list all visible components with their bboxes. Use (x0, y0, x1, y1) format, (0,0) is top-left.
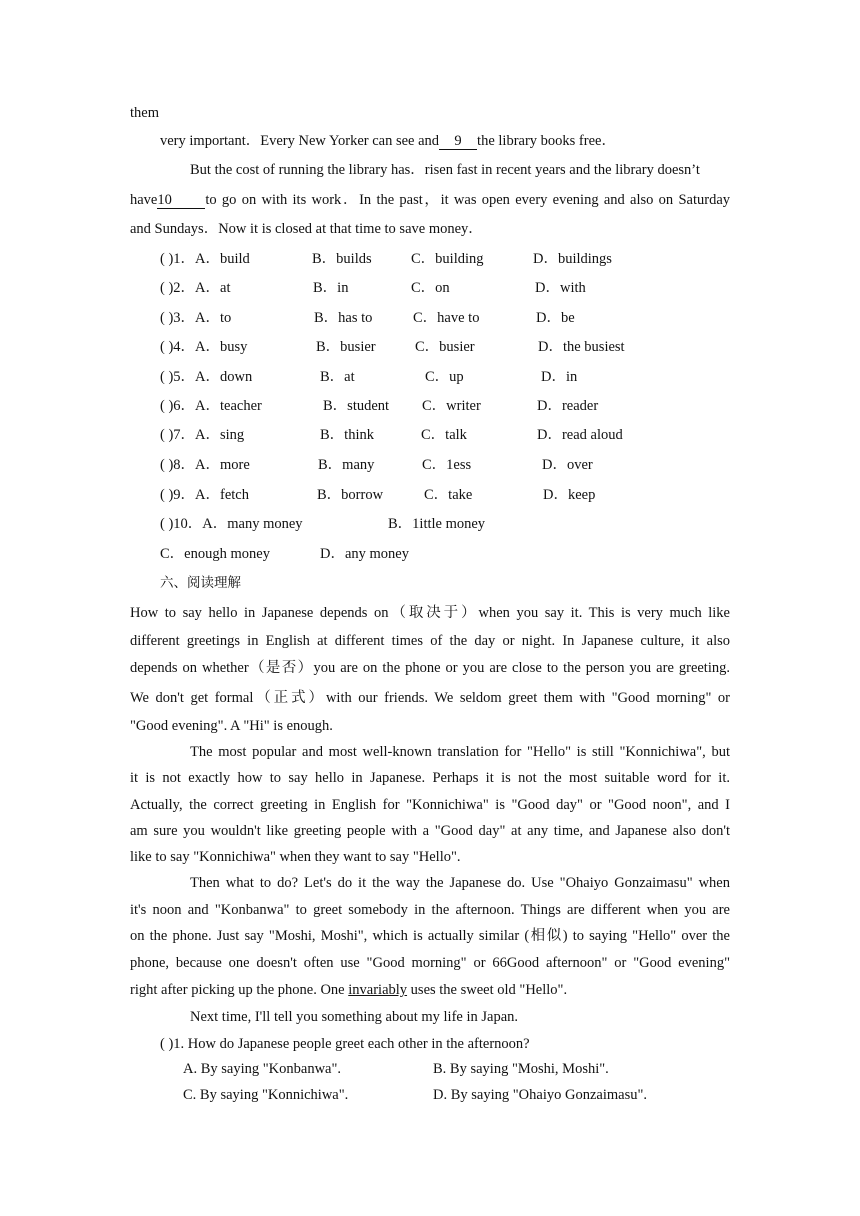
option-c: C．busier (415, 339, 475, 355)
cloze-text: to go on with its work．In the past，it was open every evening and also on Saturday (205, 192, 730, 208)
question-row: ( )8．A．more (160, 457, 250, 473)
reading-question-stem: ( )1. How do Japanese people greet each other in the afternoon? (160, 1036, 530, 1052)
option-d: D．any money (320, 546, 409, 562)
option-c: C．up (425, 369, 464, 385)
reading-line: We don't get formal（正式）with our friends. We seldom greet them with "Good morning" or (130, 690, 730, 706)
reading-line: on the phone. Just say "Moshi, Moshi", which is actually similar (相似) to saying "Hello" over the (130, 928, 730, 944)
cloze-line-2 (160, 132, 616, 150)
option-b: B．builds (312, 251, 372, 267)
option-c: C．enough money (160, 546, 270, 562)
underlined-word: invariably (348, 982, 408, 998)
option-b: B．1ittle money (388, 516, 486, 532)
option-d: D．with (535, 280, 586, 296)
option-d: D．keep (543, 487, 596, 503)
cloze-line-1: them (130, 105, 159, 121)
question-row: ( )5．A．down (160, 369, 253, 385)
reading-line: different greetings in English at different times of the day or night. In Japanese culture, it also (130, 633, 730, 649)
option-c: C．have to (413, 310, 480, 326)
question-row: ( )9．A．fetch (160, 487, 249, 503)
option-d: D．read aloud (537, 427, 623, 443)
reading-line: "Good evening". A "Hi" is enough. (130, 718, 333, 734)
option-d: D．buildings (533, 251, 612, 267)
reading-option-a: A. By saying "Konbanwa". (183, 1061, 342, 1077)
reading-line: The most popular and most well-known translation for "Hello" is still "Konnichiwa", but (190, 744, 730, 760)
question-row: ( )10．A．many money (160, 516, 303, 532)
option-c: C．building (411, 251, 484, 267)
reading-line: it is not exactly how to say hello in Japanese. Perhaps it is not the most suitable word for it. (130, 770, 730, 786)
question-row: ( )4．A．busy (160, 339, 248, 355)
option-b: B．think (320, 427, 374, 443)
question-row: ( )1．A．build (160, 251, 250, 267)
option-b: B．borrow (317, 487, 384, 503)
question-row: ( )6．A．teacher (160, 398, 262, 414)
blank-10: 10 (157, 192, 205, 209)
option-d: D．be (536, 310, 575, 326)
cloze-text: the library books free． (477, 133, 616, 149)
option-b: B．in (313, 280, 349, 296)
reading-line: Next time, I'll tell you something about my life in Japan. (190, 1009, 518, 1025)
blank-9: 9 (439, 133, 477, 150)
reading-line: How to say hello in Japanese depends on（取决于）when you say it. This is very much like (130, 605, 730, 621)
reading-line: phone, because one doesn't often use "Good morning" or 66Good afternoon" or "Good evening" (130, 955, 730, 971)
reading-text: uses the sweet old "Hello". (410, 982, 568, 998)
reading-line: depends on whether（是否）you are on the phone or you are close to the person you are greeting. (130, 660, 730, 676)
option-c: C．take (424, 487, 473, 503)
reading-option-c: C. By saying "Konnichiwa". (183, 1087, 349, 1103)
cloze-text: have (130, 192, 158, 208)
reading-line: it's noon and "Konbanwa" to greet somebody in the afternoon. Things are different when you are (130, 902, 730, 918)
option-c: C．talk (421, 427, 467, 443)
option-d: D．reader (537, 398, 599, 414)
reading-option-b: B. By saying "Moshi, Moshi". (433, 1061, 609, 1077)
option-c: C．on (411, 280, 450, 296)
option-d: D．in (541, 369, 578, 385)
option-c: C．writer (422, 398, 481, 414)
option-d: D．the busiest (538, 339, 625, 355)
reading-text: right after picking up the phone. One (130, 982, 345, 998)
reading-line: Then what to do? Let's do it the way the Japanese do. Use "Ohaiyo Gonzaimasu" when (190, 875, 730, 891)
section-heading: 六、阅读理解 (160, 575, 241, 591)
reading-option-d: D. By saying "Ohaiyo Gonzaimasu". (433, 1087, 648, 1103)
option-b: B．busier (316, 339, 376, 355)
cloze-text: very important．Every New Yorker can see and (160, 133, 440, 149)
question-row: ( )2．A．at (160, 280, 231, 296)
option-b: B．student (323, 398, 390, 414)
reading-line: like to say "Konnichiwa" when they want to say "Hello". (130, 849, 461, 865)
question-row: ( )3．A．to (160, 310, 232, 326)
cloze-line-5: and Sundays．Now it is closed at that time to save money． (130, 221, 483, 237)
option-b: B．many (318, 457, 375, 473)
reading-line (130, 981, 567, 999)
option-d: D．over (542, 457, 593, 473)
reading-line: Actually, the correct greeting in English for "Konnichiwa" is "Good day" or "Good noon", and I (130, 797, 730, 813)
reading-line: am sure you wouldn't like greeting people with a "Good day" at any time, and Japanese also don't (130, 823, 730, 839)
option-b: B．at (320, 369, 355, 385)
cloze-line-4 (130, 191, 730, 209)
option-c: C．1ess (422, 457, 472, 473)
option-b: B．has to (314, 310, 373, 326)
question-row: ( )7．A．sing (160, 427, 245, 443)
cloze-line-3: But the cost of running the library has．risen fast in recent years and the library doesn’t (190, 162, 700, 178)
